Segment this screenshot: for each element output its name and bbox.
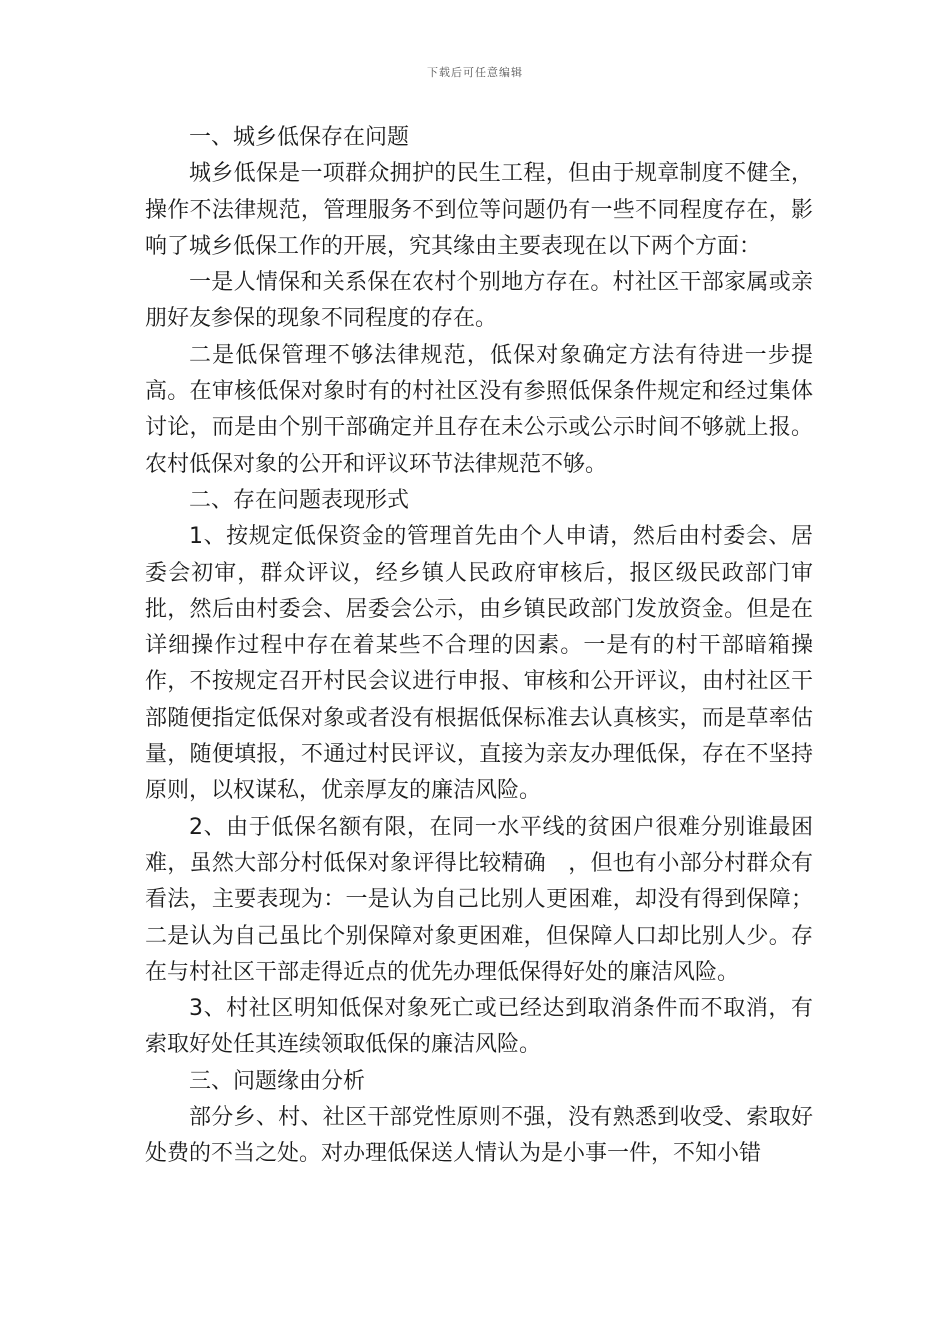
paragraph-item-1: 1、按规定低保资金的管理首先由个人申请，然后由村委会、居委会初审，群众评议，经乡镇人民政府审核后，报区级民政部门审批，然后由村委会、居委会公示，由乡镇民政部门发放资金。但是在详细操作过程中存在着某些不合理的因素。一是有的村干部暗箱操作，不按规定召开村民会议进行申报、审核和公开评议，由村社区干部随便指定低保对象或者没有根据低保标准去认真核实，而是草率估量，随便填报，不通过村民评议，直接为亲友办理低保，存在不坚持原则，以权谋私，优亲厚友的廉洁风险。 xyxy=(145,524,813,804)
paragraph-point-2: 二是低保管理不够法律规范，低保对象确定方法有待进一步提高。在审核低保对象时有的村社区没有参照低保条件规定和经过集体讨论，而是由个别干部确定并且存在未公示或公示时间不够就上报。农村低保对象的公开和评议环节法律规范不够。 xyxy=(145,342,813,477)
paragraph-analysis: 部分乡、村、社区干部党性原则不强，没有熟悉到收受、索取好处费的不当之处。对办理低保送人情认为是小事一件，不知小错 xyxy=(145,1105,813,1167)
paragraph-item-2: 2、由于低保名额有限，在同一水平线的贫困户很难分别谁最困难，虽然大部分村低保对象评得比较精确 ，但也有小部分村群众有看法，主要表现为：一是认为自己比别人更困难，却没有得到保障；二是认为自己虽比个别保障对象更困难，但保障人口却比别人少。存在与村社区干部走得近点的优先办理低保得好处的廉洁风险。 xyxy=(145,814,813,985)
section-heading-2: 二、存在问题表现形式 xyxy=(189,487,410,513)
section-heading-3: 三、问题缘由分析 xyxy=(189,1068,366,1094)
paragraph-item-3: 3、村社区明知低保对象死亡或已经达到取消条件而不取消，有索取好处任其连续领取低保的廉洁风险。 xyxy=(145,996,813,1058)
paragraph-intro: 城乡低保是一项群众拥护的民生工程，但由于规章制度不健全，操作不法律规范，管理服务不到位等问题仍有一些不同程度存在，影响了城乡低保工作的开展，究其缘由主要表现在以下两个方面： xyxy=(145,161,813,259)
document-body xyxy=(145,120,813,1173)
paragraph-point-1: 一是人情保和关系保在农村个别地方存在。村社区干部家属或亲朋好友参保的现象不同程度的存在。 xyxy=(145,270,813,332)
page-header-note: 下载后可任意编辑 xyxy=(427,66,523,79)
section-heading-1: 一、城乡低保存在问题 xyxy=(189,125,410,150)
